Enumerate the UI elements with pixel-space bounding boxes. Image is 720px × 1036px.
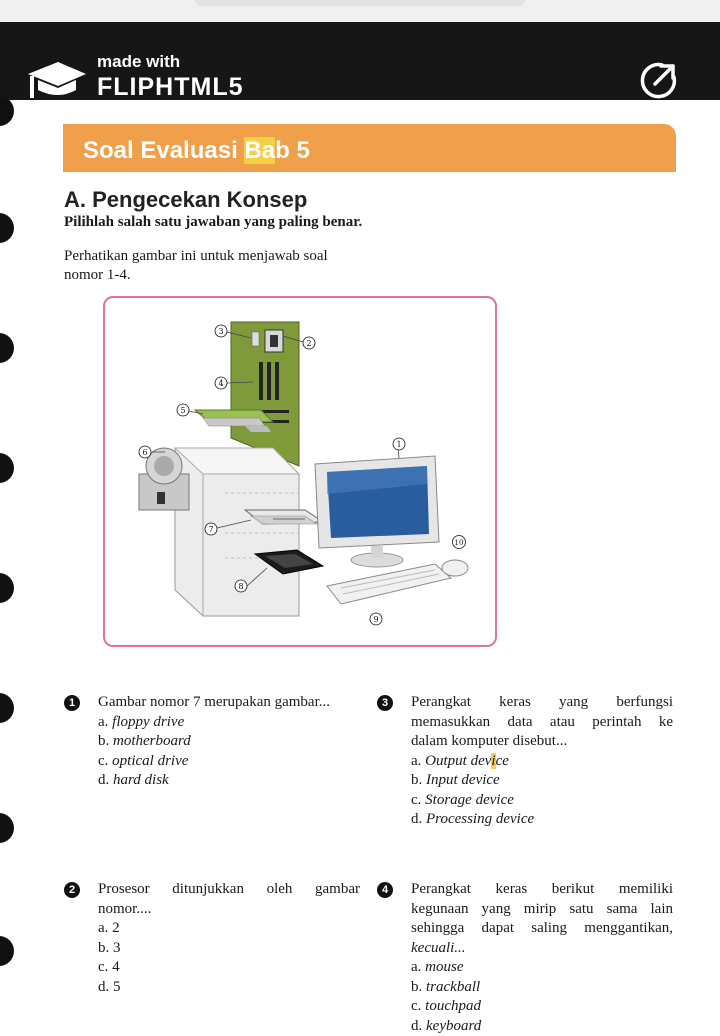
option-b[interactable]: b. trackball bbox=[411, 978, 673, 998]
option-d[interactable]: d. hard disk bbox=[98, 771, 368, 791]
question-stem-line: dalam komputer disebut... bbox=[411, 732, 673, 752]
question-stem: Gambar nomor 7 merupakan gambar... bbox=[98, 693, 368, 713]
address-pill bbox=[195, 0, 525, 6]
callout-label-6: 6 bbox=[142, 448, 147, 457]
monitor-illustration bbox=[315, 456, 439, 567]
callout-label-4: 4 bbox=[218, 379, 223, 388]
question-stem-line: kecuali... bbox=[411, 939, 673, 959]
keyboard-illustration bbox=[327, 564, 451, 604]
question-stem-line: nomor.... bbox=[98, 900, 360, 920]
option-a[interactable]: a. floppy drive bbox=[98, 713, 368, 733]
brand-name: FLIPHTML5 bbox=[97, 73, 244, 102]
question-stem-line: Prosesor ditunjukkan oleh gambar bbox=[98, 880, 360, 900]
question-stem-line: memasukkan data atau perintah ke bbox=[411, 713, 673, 733]
option-d[interactable]: d. Processing device bbox=[411, 810, 673, 830]
option-d[interactable]: d. 5 bbox=[98, 978, 360, 998]
question-number: 1 bbox=[64, 695, 80, 711]
fliphtml5-banner[interactable] bbox=[0, 22, 720, 100]
binder-hole bbox=[0, 693, 14, 723]
option-b[interactable]: b. motherboard bbox=[98, 732, 368, 752]
question-number: 3 bbox=[377, 695, 393, 711]
question-number: 2 bbox=[64, 882, 80, 898]
callout-label-5: 5 bbox=[180, 406, 185, 415]
chapter-title: Soal Evaluasi Bab 5 bbox=[83, 137, 310, 165]
section-heading: A. Pengecekan Konsep bbox=[64, 187, 307, 213]
question-stem-line: Perangkat keras yang berfungsi bbox=[411, 693, 673, 713]
option-d[interactable]: d. keyboard bbox=[411, 1017, 673, 1036]
binder-hole bbox=[0, 573, 14, 603]
browser-top-strip bbox=[0, 0, 720, 22]
option-b[interactable]: b. Input device bbox=[411, 771, 673, 791]
computer-parts-figure bbox=[103, 296, 497, 647]
callout-label-2: 2 bbox=[306, 339, 311, 348]
question-stem-line: sehingga dapat saling menggantikan, bbox=[411, 919, 673, 939]
option-c[interactable]: c. Storage device bbox=[411, 791, 673, 811]
question-number: 4 bbox=[377, 882, 393, 898]
binder-hole bbox=[0, 213, 14, 243]
callout-label-1: 1 bbox=[396, 440, 401, 449]
callout-label-9: 9 bbox=[373, 615, 378, 624]
option-a[interactable]: a. 2 bbox=[98, 919, 360, 939]
question-stem-line: Perangkat keras berikut memiliki bbox=[411, 880, 673, 900]
callout-label-7: 7 bbox=[208, 525, 213, 534]
option-c[interactable]: c. touchpad bbox=[411, 997, 673, 1017]
search-highlight: Ba bbox=[244, 137, 275, 164]
text-cursor-highlight: i bbox=[491, 753, 495, 769]
option-c[interactable]: c. 4 bbox=[98, 958, 360, 978]
external-link-icon[interactable] bbox=[636, 59, 680, 103]
option-c[interactable]: c. optical drive bbox=[98, 752, 368, 772]
option-a[interactable]: a. mouse bbox=[411, 958, 673, 978]
callout-label-10: 10 bbox=[455, 539, 464, 547]
callout-label-8: 8 bbox=[238, 582, 243, 591]
option-a[interactable]: a. Output device bbox=[411, 752, 673, 772]
binder-hole bbox=[0, 333, 14, 363]
mouse-illustration bbox=[442, 560, 468, 576]
chapter-title-bar bbox=[63, 124, 676, 172]
made-with-text: made with bbox=[97, 52, 180, 72]
instruction-text: Pilihlah salah satu jawaban yang paling benar. bbox=[64, 214, 362, 231]
binder-hole bbox=[0, 96, 14, 126]
mortarboard-icon bbox=[24, 56, 88, 106]
callout-label-3: 3 bbox=[218, 327, 223, 336]
intro-text: Perhatikan gambar ini untuk menjawab soal nomor 1-4. bbox=[64, 247, 364, 285]
binder-hole bbox=[0, 453, 14, 483]
binder-hole bbox=[0, 936, 14, 966]
binder-hole bbox=[0, 813, 14, 843]
motherboard-illustration bbox=[231, 322, 299, 466]
question-stem-line: kegunaan yang mirip satu sama lain bbox=[411, 900, 673, 920]
option-b[interactable]: b. 3 bbox=[98, 939, 360, 959]
computer-illustration bbox=[105, 298, 495, 645]
